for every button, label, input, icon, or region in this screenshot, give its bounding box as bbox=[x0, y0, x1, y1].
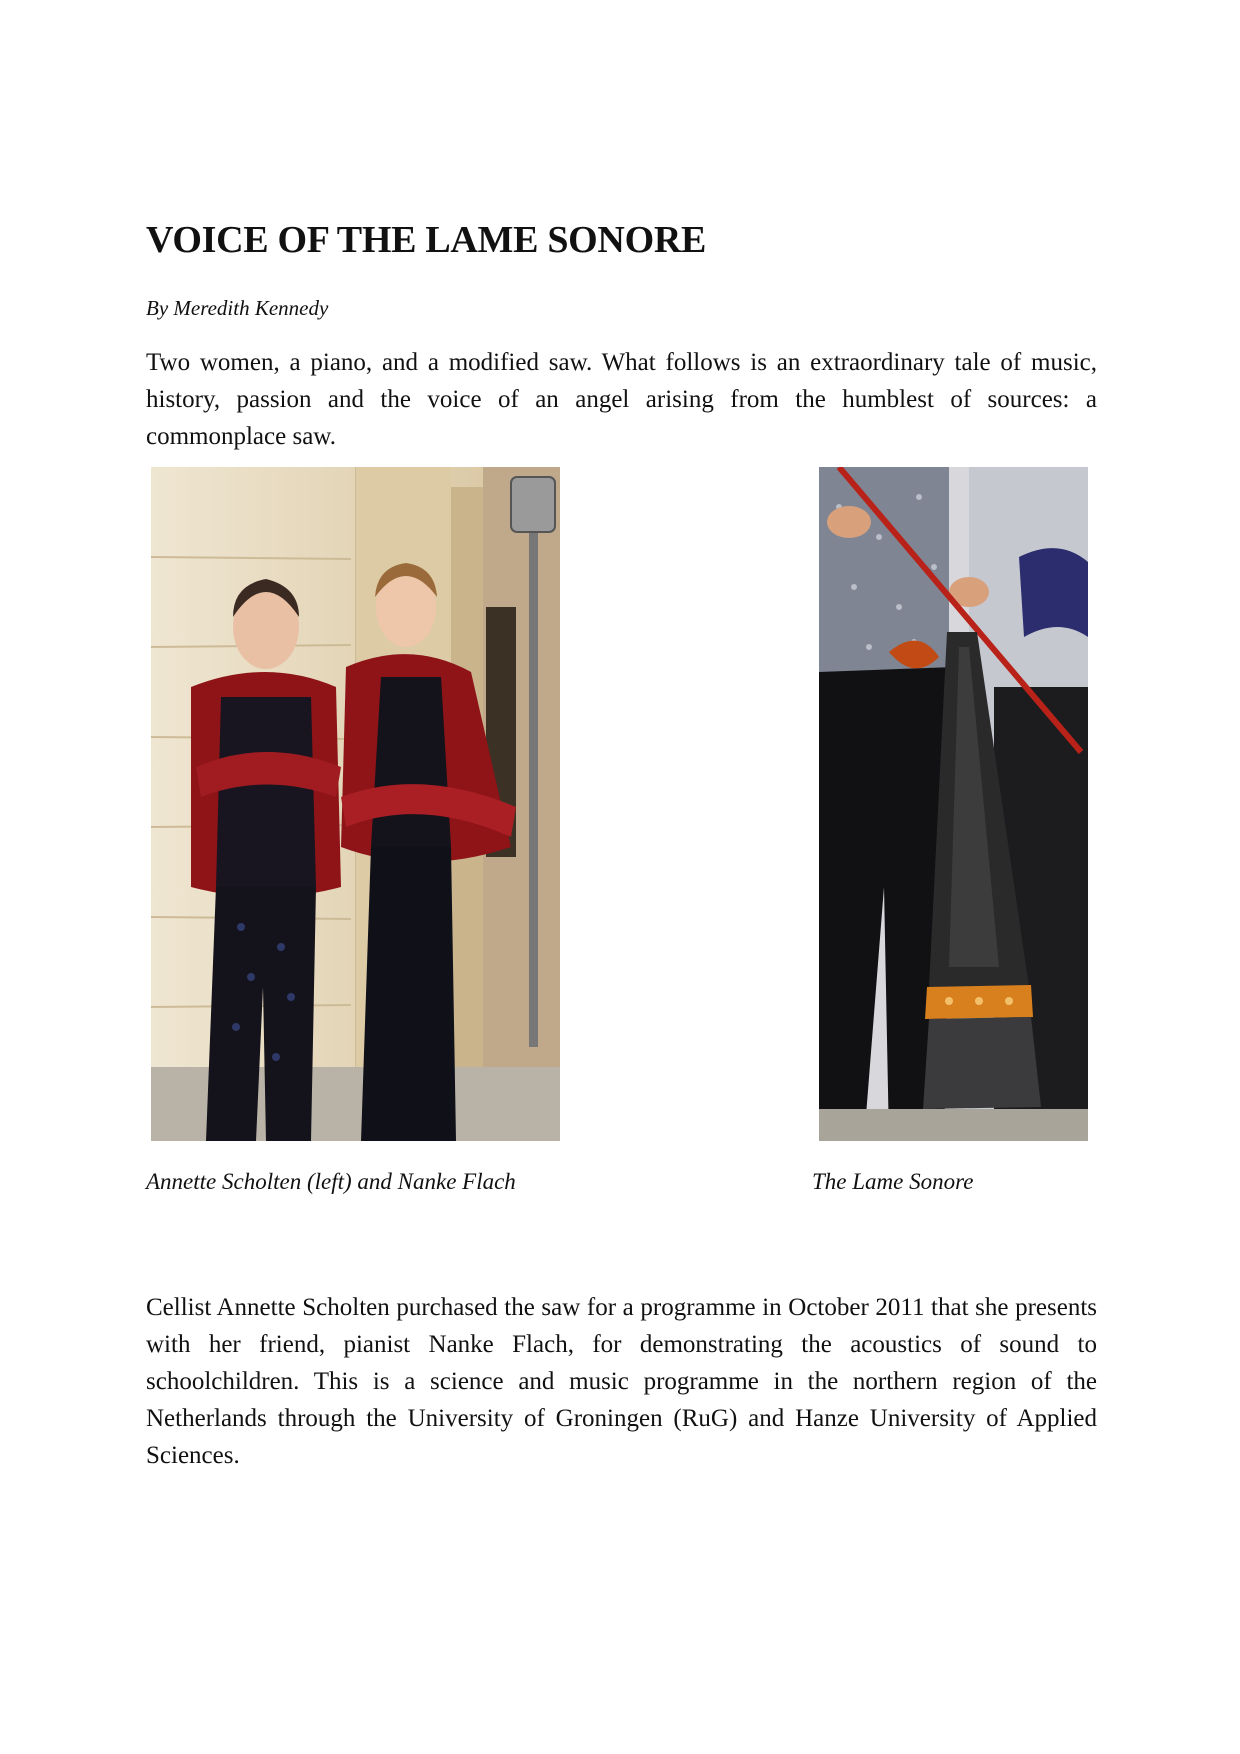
caption-right: The Lame Sonore bbox=[812, 1169, 974, 1194]
photo-lame-sonore bbox=[819, 467, 1088, 1141]
caption-left: Annette Scholten (left) and Nanke Flach bbox=[146, 1169, 516, 1194]
byline: By Meredith Kennedy bbox=[146, 296, 329, 320]
intro-paragraph: Two women, a piano, and a modified saw. What follows is an extraordinary tale of music, history, passion and the voice of an angel arising from the humblest of sources: a commonplace saw. bbox=[146, 349, 1097, 450]
article-title: VOICE OF THE LAME SONORE bbox=[146, 219, 707, 261]
body-paragraph: Cellist Annette Scholten purchased the saw for a programme in October 2011 that she presents with her friend, pianist Nanke Flach, for demonstrating the acoustics of sound to schoolchildren. This is a science and music programme in the northern region of the Netherlands through the University of Groningen (RuG) and Hanze University of Applied Sciences. bbox=[146, 1294, 1097, 1469]
photo-two-women bbox=[151, 467, 560, 1141]
